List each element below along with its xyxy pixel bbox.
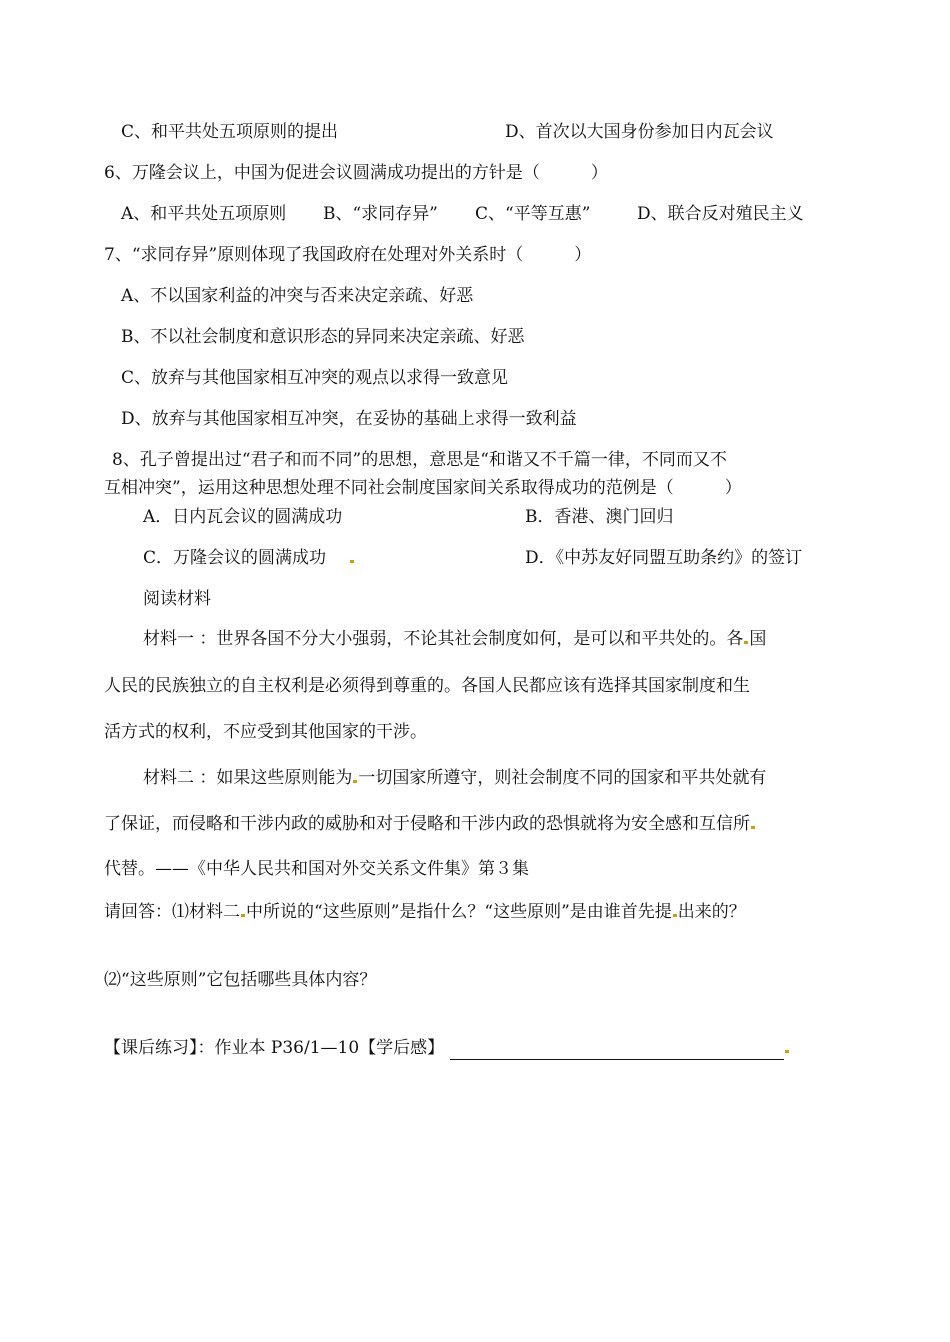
q7-stem: 7、“求同存异”原则体现了我国政府在处理对外关系时（ ） bbox=[104, 245, 592, 265]
material1-line3: 活方式的权利，不应受到其他国家的干涉。 bbox=[104, 722, 427, 742]
reflection-blank-line bbox=[450, 1041, 784, 1060]
yellow-mark bbox=[350, 560, 354, 563]
q6-option-b: B、“求同存异” bbox=[323, 204, 438, 224]
material1-line1-end: 国 bbox=[749, 629, 767, 649]
yellow-mark bbox=[673, 914, 677, 917]
q7-option-c: C、放弃与其他国家相互冲突的观点以求得一致意见 bbox=[121, 368, 509, 388]
material2-line2-text: 了保证，而侵略和干涉内政的威胁和对于侵略和干涉内政的恐惧就将为安全感和互信所 bbox=[104, 814, 750, 834]
yellow-mark bbox=[353, 780, 357, 783]
q7-option-d: D、放弃与其他国家相互冲突，在妥协的基础上求得一致利益 bbox=[121, 409, 577, 429]
q6-option-c: C、“平等互惠” bbox=[475, 204, 591, 224]
q8-option-c-text: C．万隆会议的圆满成功 bbox=[143, 548, 327, 568]
q7-option-a: A、不以国家利益的冲突与否来决定亲疏、好恶 bbox=[121, 286, 474, 306]
question-1-end: 出来的？ bbox=[677, 902, 746, 922]
homework-label: 【课后练习】：作业本 P36/1—10【学后感】 bbox=[104, 1038, 445, 1058]
material2-line2 bbox=[104, 812, 756, 836]
material2-line3: 代替。——《中华人民共和国对外交关系文件集》第３集 bbox=[104, 859, 529, 879]
material2-line1-start: 材料二 ：如果这些原则能为 bbox=[143, 768, 353, 788]
q5-option-d: D、首次以大国身份参加日内瓦会议 bbox=[505, 122, 774, 142]
question-1-start: 请回答：⑴材料二 bbox=[104, 902, 240, 922]
material2-line1 bbox=[143, 766, 766, 790]
q6-stem: 6、万隆会议上，中国为促进会议圆满成功提出的方针是（ ） bbox=[104, 163, 608, 183]
q8-stem-line2: 互相冲突”，运用这种思想处理不同社会制度国家间关系取得成功的范例是（ ） bbox=[104, 478, 742, 498]
material2-line1-end: 一切国家所遵守，则社会制度不同的国家和平共处就有 bbox=[358, 768, 767, 788]
yellow-mark bbox=[785, 1050, 789, 1053]
material1-line1-text: 材料一 ：世界各国不分大小强弱，不论其社会制度如何，是可以和平共处的。各 bbox=[143, 629, 744, 649]
reading-heading: 阅读材料 bbox=[143, 589, 211, 609]
question-1 bbox=[104, 900, 746, 924]
q8-option-d: D．《中苏友好同盟互助条约》的签订 bbox=[525, 548, 803, 568]
q8-stem-line1: 8、孔子曾提出过“君子和而不同”的思想，意思是“和谐又不千篇一律，不同而又不 bbox=[112, 450, 727, 470]
q8-option-c bbox=[143, 546, 355, 570]
q6-option-a: A、和平共处五项原则 bbox=[121, 204, 287, 224]
q8-option-b: B．香港、澳门回归 bbox=[525, 507, 674, 527]
homework-line bbox=[104, 1036, 790, 1060]
q6-option-d: D、联合反对殖民主义 bbox=[637, 204, 804, 224]
q5-option-c: C、和平共处五项原则的提出 bbox=[121, 122, 339, 142]
q7-option-b: B、不以社会制度和意识形态的异同来决定亲疏、好恶 bbox=[121, 327, 525, 347]
material1-line1 bbox=[143, 627, 766, 651]
q8-option-a: A．日内瓦会议的圆满成功 bbox=[143, 507, 343, 527]
yellow-mark bbox=[751, 826, 755, 829]
question-1-middle: 中所说的“这些原则”是指什么？“这些原则”是由谁首先提 bbox=[246, 902, 672, 922]
yellow-mark bbox=[241, 914, 245, 917]
question-2: ⑵“这些原则”它包括哪些具体内容？ bbox=[104, 970, 377, 990]
material1-line2: 人民的民族独立的自主权利是必须得到尊重的。各国人民都应该有选择其国家制度和生 bbox=[104, 676, 750, 696]
yellow-mark bbox=[744, 641, 748, 644]
